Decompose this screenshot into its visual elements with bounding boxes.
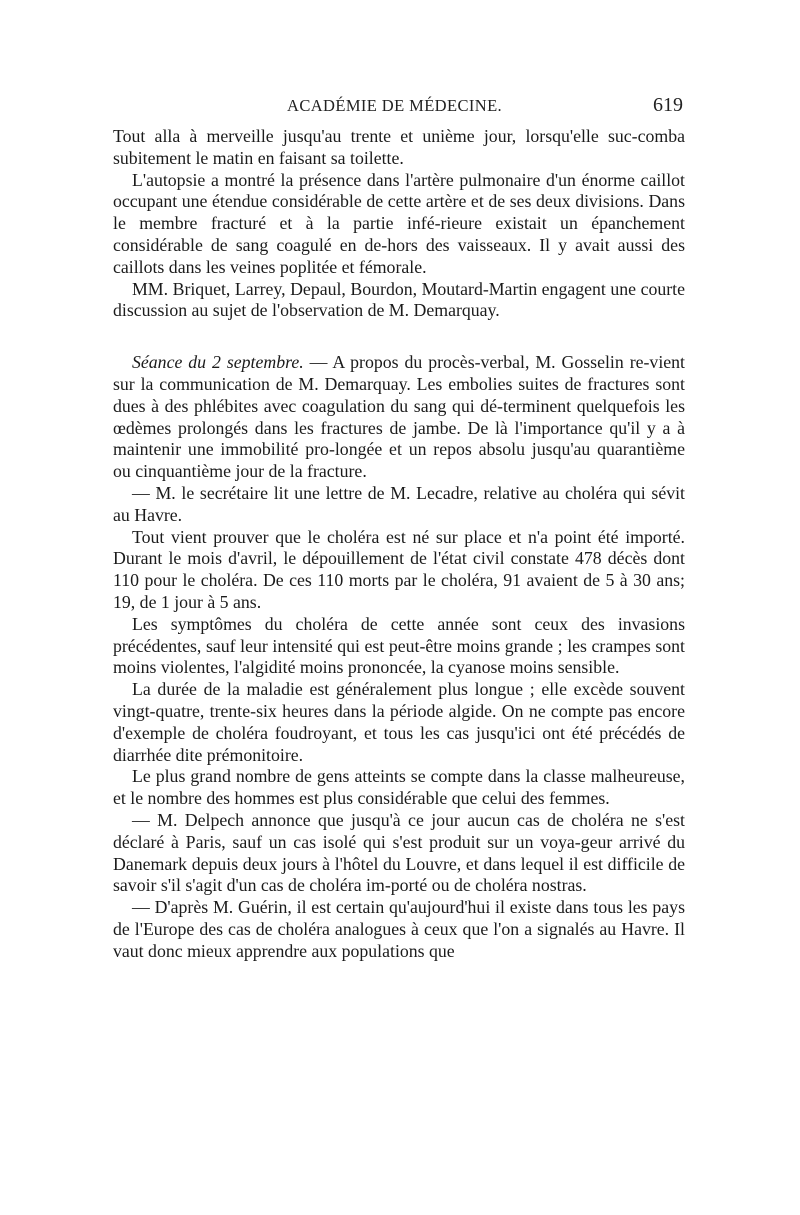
page-number: 619 bbox=[653, 94, 683, 116]
paragraph: — M. le secrétaire lit une lettre de M. Lecadre, relative au choléra qui sévit au Havre. bbox=[113, 482, 685, 525]
paragraph: Tout alla à merveille jusqu'au trente et unième jour, lorsqu'elle suc-comba subitement le matin en faisant sa toilette. bbox=[113, 126, 685, 168]
session-text: — A propos du procès-verbal, M. Gosselin re-vient sur la communication de M. Demarquay. Les embolies suites de fractures sont dues à des phlébites avec coagulation du sang qui dé-terminent quelquefois les œdèmes prolongés dans les fractures de jambe. De là l'importance qu'il y a à maintenir une immobilité pro-longée et un repos absolu jusqu'au quarantième ou cinquantième jour de la fracture. bbox=[113, 352, 685, 482]
paragraph: La durée de la maladie est généralement plus longue ; elle excède souvent vingt-quatre, trente-six heures dans la période algide. On ne compte pas encore d'exemple de choléra foudroyant, et tous les cas jusqu'ici ont été précédés de diarrhée dite prémonitoire. bbox=[113, 679, 685, 765]
session-heading: Séance du 2 septembre. bbox=[132, 352, 304, 373]
paragraph: L'autopsie a montré la présence dans l'artère pulmonaire d'un énorme caillot occupant une étendue considérable de cette artère et de ses deux divisions. Dans le membre fracturé et à la partie infé-rieure existait un épanchement considérable de sang coagulé en de-hors des vaisseaux. Il y avait aussi des caillots dans les veines poplitée et fémorale. bbox=[113, 169, 685, 277]
paragraph: Les symptômes du choléra de cette année sont ceux des invasions précédentes, sauf leur intensité qui est peut-être moins grande ; les crampes sont moins violentes, l'algidité moins prononcée, la cyanose moins sensible. bbox=[113, 613, 685, 678]
paragraph: MM. Briquet, Larrey, Depaul, Bourdon, Moutard-Martin engagent une courte discussion au sujet de l'observation de M. Demarquay. bbox=[113, 278, 685, 321]
running-title: ACADÉMIE DE MÉDECINE. bbox=[287, 96, 503, 115]
page-header bbox=[113, 96, 683, 122]
session-paragraph bbox=[113, 352, 685, 483]
body-text bbox=[113, 126, 685, 962]
paragraph: Le plus grand nombre de gens atteints se compte dans la classe malheureuse, et le nombre des hommes est plus considérable que celui des femmes. bbox=[113, 766, 685, 809]
paragraph: — D'après M. Guérin, il est certain qu'aujourd'hui il existe dans tous les pays de l'Europe des cas de choléra analogues à ceux que l'on a signalés au Havre. Il vaut donc mieux apprendre aux populations que bbox=[113, 897, 685, 961]
paragraph: — M. Delpech annonce que jusqu'à ce jour aucun cas de choléra ne s'est déclaré à Paris, sauf un cas isolé qui s'est produit sur un voya-geur arrivé du Danemark depuis deux jours à l'hôtel du Louvre, et dans lequel il est difficile de savoir s'il s'agit d'un cas de choléra im-porté ou de choléra nostras. bbox=[113, 809, 685, 896]
paragraph: Tout vient prouver que le choléra est né sur place et n'a point été importé. Durant le mois d'avril, le dépouillement de l'état civil constate 478 décès dont 110 pour le choléra. De ces 110 morts par le choléra, 91 avaient de 5 à 30 ans; 19, de 1 jour à 5 ans. bbox=[113, 526, 685, 612]
